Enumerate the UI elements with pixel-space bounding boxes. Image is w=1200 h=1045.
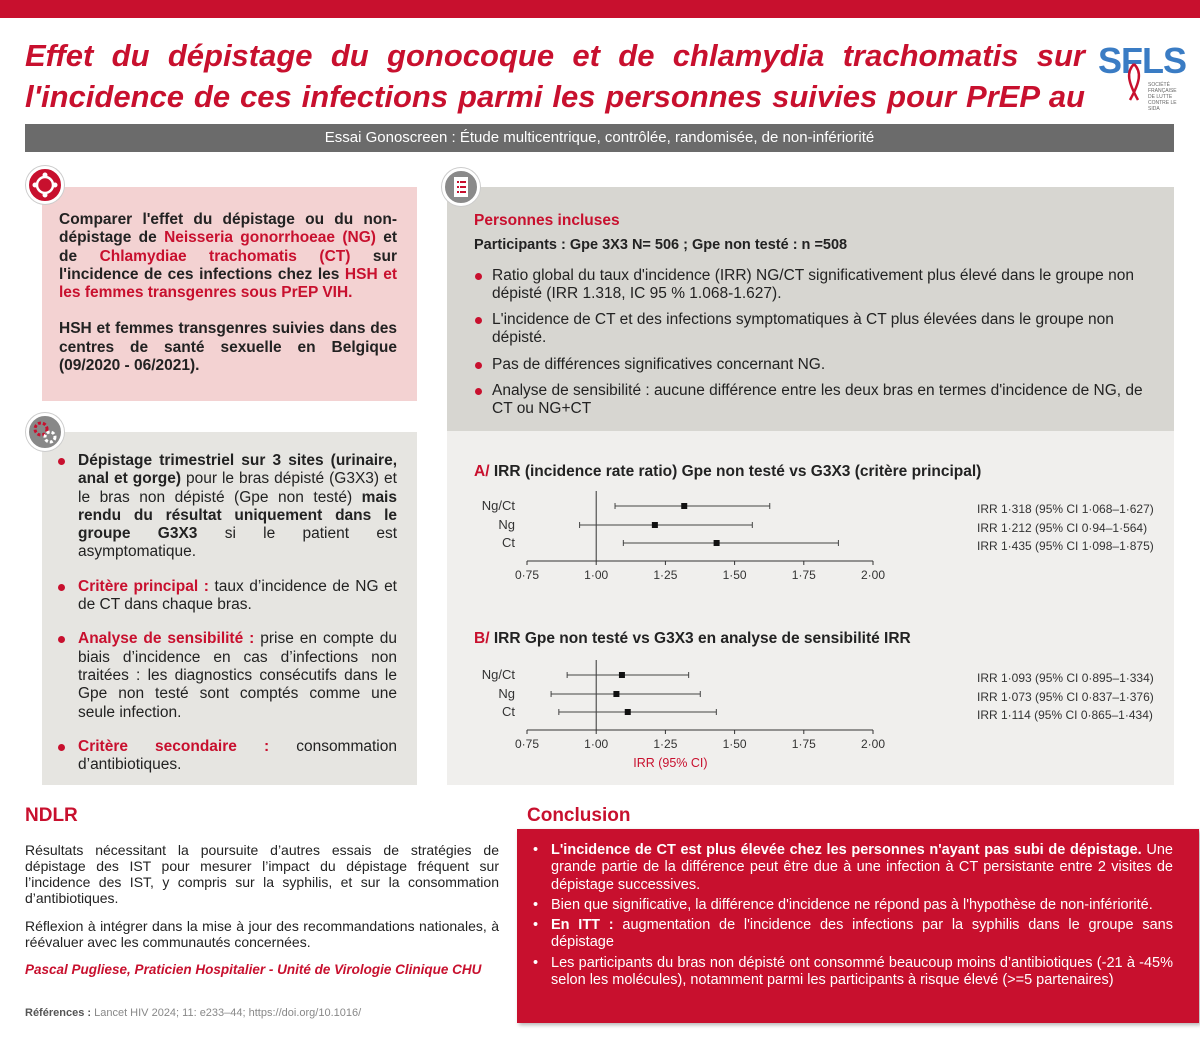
logo-text: SFLS — [1098, 40, 1187, 81]
title-line-2: l'incidence de ces infections parmi les personnes suivies pour PrEP au — [25, 79, 1085, 114]
x-tick-label: 1·50 — [722, 568, 747, 582]
result-item: Pas de différences significatives concernant NG. — [492, 356, 1148, 374]
forest-plots-panel — [447, 431, 1174, 785]
irr-annotation: IRR 1·318 (95% CI 1·068–1·627) — [977, 502, 1154, 516]
x-tick-label: 0·75 — [514, 568, 540, 582]
x-tick-label: 1·75 — [791, 737, 816, 751]
irr-annotation: IRR 1·435 (95% CI 1·098–1·875) — [977, 539, 1154, 553]
point-estimate — [681, 503, 687, 509]
subtitle-bar: Essai Gonoscreen : Étude multicentrique, contrôlée, randomisée, de non-infériorité — [25, 124, 1174, 152]
category-label: Ng — [498, 686, 515, 701]
result-item: Ratio global du taux d'incidence (IRR) NG/CT significativement plus élevé dans le groupe non dépisté (IRR 1.318, IC 95 % 1.068-1.627). — [492, 267, 1148, 304]
conclusion-item: • Bien que significative, la différence d'incidence ne répond pas à l'hypothèse de non-infériorité. — [551, 897, 1173, 914]
plot-b-title: B/ IRR Gpe non testé vs G3X3 en analyse de sensibilité IRR — [474, 630, 911, 647]
references: Références : Lancet HIV 2024; 11: e233–44; https://doi.org/10.1016/ — [25, 1007, 362, 1019]
irr-annotation: IRR 1·093 (95% CI 0·895–1·334) — [977, 671, 1154, 685]
ndlr-heading: NDLR — [25, 805, 78, 826]
x-axis-label: IRR (95% CI) — [633, 756, 708, 770]
point-estimate — [619, 672, 625, 678]
method-item: Critère principal : taux d’incidence de NG et de CT dans chaque bras. — [78, 577, 397, 614]
gears-icon — [26, 413, 64, 451]
logo-subtext: SOCIÉTÉ FRANÇAISE DE LUTTE CONTRE LE SIDA — [1148, 82, 1177, 112]
x-tick-label: 1·25 — [653, 568, 678, 582]
x-tick-label: 2·00 — [860, 737, 886, 751]
irr-annotation: IRR 1·073 (95% CI 0·837–1·376) — [977, 690, 1154, 704]
checklist-icon — [442, 168, 480, 206]
method-item: Analyse de sensibilité : prise en compte du biais d’incidence en cas d’infections non traitées : les diagnostics consécutifs dans le Gpe non testé sont comptés comme une seule infection. — [78, 630, 397, 721]
conclusion-item: • L'incidence de CT est plus élevée chez les personnes n'ayant pas subi de dépistage. Une grande partie de la différence peut être due à une infection à CT persistante entre 2 visites de dépistage successives. — [551, 842, 1173, 894]
category-label: Ct — [502, 535, 515, 550]
sfls-logo — [1098, 40, 1187, 112]
point-estimate — [625, 709, 631, 715]
x-tick-label: 1·50 — [722, 737, 747, 751]
irr-annotation: IRR 1·114 (95% CI 0·865–1·434) — [977, 708, 1153, 722]
result-item: Analyse de sensibilité : aucune différence entre les deux bras en termes d'incidence de NG, de CT ou NG+CT — [492, 382, 1148, 419]
forest-plots-svg — [447, 431, 1174, 785]
x-tick-label: 1·75 — [791, 568, 816, 582]
x-tick-label: 1·00 — [584, 568, 609, 582]
objective-paragraph: Comparer l'effet du dépistage ou du non-dépistage de Neisseria gonorrhoeae (NG) et de Chlamydiae trachomatis (CT) sur l'incidence de ces infections chez les HSH et les femmes transgenres sous PrEP VIH. — [59, 211, 398, 302]
methods-box — [42, 432, 417, 785]
conclusion-box — [517, 829, 1199, 1023]
category-label: Ct — [502, 704, 515, 719]
participants-line: Participants : Gpe 3X3 N= 506 ; Gpe non testé : n =508 — [474, 237, 848, 254]
top-accent-bar — [0, 0, 1200, 18]
title-line-1: Effet du dépistage du gonocoque et de chlamydia trachomatis sur — [25, 38, 1085, 73]
point-estimate — [652, 522, 658, 528]
population-paragraph: HSH et femmes transgenres suivies dans des centres de santé sexuelle en Belgique (09/2020 - 06/2021). — [59, 320, 397, 375]
ndlr-box — [25, 830, 499, 990]
x-tick-label: 2·00 — [860, 568, 886, 582]
x-tick-label: 0·75 — [514, 737, 540, 751]
point-estimate — [613, 691, 619, 697]
ndlr-author: Pascal Pugliese, Praticien Hospitalier - Unité de Virologie Clinique CHU — [25, 962, 482, 977]
target-icon — [26, 166, 64, 204]
point-estimate — [714, 540, 720, 546]
method-item: Dépistage trimestriel sur 3 sites (urinaire, anal et gorge) pour le bras dépisté (G3X3) et le bras non dépisté (Gpe non testé) mais rendu du résultat uniquement dans le groupe G3X3 si le patient est asymptomatique. — [78, 452, 397, 561]
irr-annotation: IRR 1·212 (95% CI 0·94–1·564) — [977, 521, 1148, 535]
results-box — [447, 187, 1174, 431]
conclusion-heading: Conclusion — [527, 805, 631, 826]
conclusion-item: • Les participants du bras non dépisté ont consommé beaucoup moins d’antibiotiques (-21 à -45% selon les molécules), notamment parmi les participants à risque élevé (>=5 partenaires) — [551, 955, 1173, 990]
category-label: Ng — [498, 517, 515, 532]
category-label: Ng/Ct — [481, 498, 515, 513]
conclusion-item: • En ITT : augmentation de l'incidence des infections par la syphilis dans le groupe sans dépistage — [551, 917, 1173, 952]
method-item: Critère secondaire : consommation d’antibiotiques. — [78, 737, 397, 774]
results-heading: Personnes incluses — [474, 212, 620, 229]
x-tick-label: 1·25 — [653, 737, 678, 751]
category-label: Ng/Ct — [481, 667, 515, 682]
plot-a-title: A/ IRR (incidence rate ratio) Gpe non testé vs G3X3 (critère principal) — [474, 463, 982, 480]
objective-box — [42, 187, 417, 401]
x-tick-label: 1·00 — [584, 737, 609, 751]
result-item: L'incidence de CT et des infections symptomatiques à CT plus élevées dans le groupe non dépisté. — [492, 311, 1148, 348]
ndlr-paragraph: Résultats nécessitant la poursuite d’autres essais de stratégies de dépistage des IST pour mesurer l’impact du dépistage fréquent sur l’incidence des IST, y compris sur la syphilis, et sur la consommation d’antibiotiques. — [25, 842, 499, 906]
ndlr-paragraph: Réflexion à intégrer dans la mise à jour des recommandations nationales, à réévaluer avec les communautés concernées. — [25, 918, 499, 950]
